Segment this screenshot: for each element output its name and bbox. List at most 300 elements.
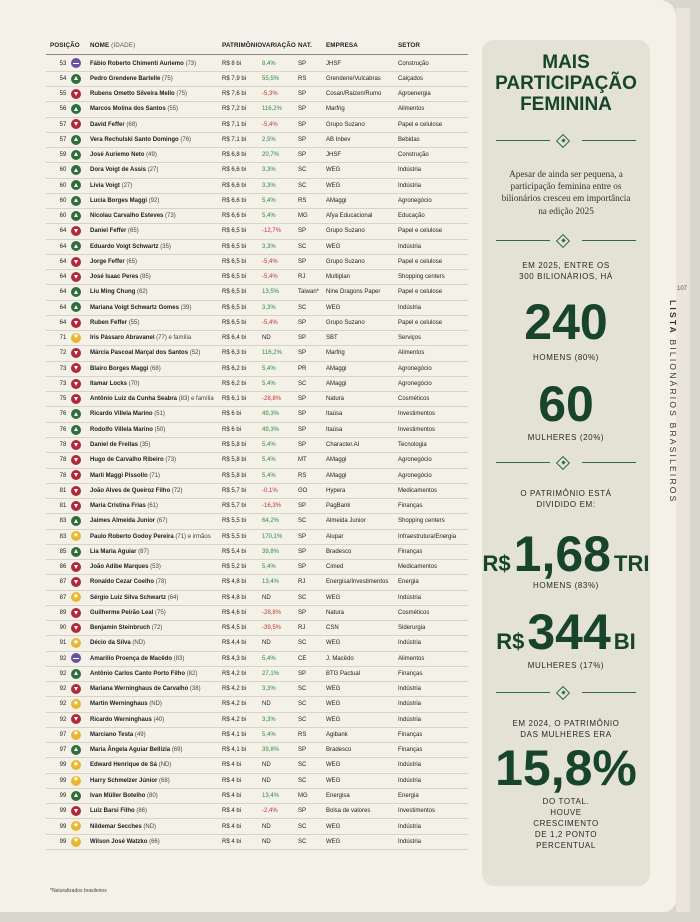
rank-up-icon [71,241,81,251]
rank-up-icon [71,547,81,557]
table-row [46,590,468,606]
rank-down-icon [71,318,81,328]
name-cell [90,410,165,418]
ornament-divider [496,458,636,466]
nat-cell: SP [298,564,307,571]
empresa-cell: AMaggi [326,380,347,387]
name-cell [90,823,156,831]
table-row [46,635,468,651]
setor-cell: Energia [398,792,419,799]
variacao-cell: ND [262,762,271,769]
variacao-cell: -28,8% [262,396,282,403]
age-text: (92) [148,197,160,204]
setor-cell: Indústria [398,304,422,311]
empresa-cell: Natura [326,609,345,616]
setor-cell: Medicamentos [398,564,438,571]
patrimonio-cell: R$ 4,4 bi [222,640,247,647]
header-setor: SETOR [398,42,421,49]
section-label: LISTA BILIONÁRIOS BRASILEIROS [668,300,678,504]
name-cell [90,304,191,312]
table-row [46,544,468,560]
age-text: (52) [189,350,201,357]
rank-up-icon [71,425,81,435]
rank-down-icon [71,501,81,511]
table-row [46,452,468,468]
nat-cell: RS [298,75,307,82]
name-cell [90,456,176,464]
men-label: HOMENS (80%) [533,353,599,362]
setor-cell: Cosméticos [398,609,430,616]
patrimonio-cell: R$ 5,2 bi [222,564,247,571]
age-text: (68) [159,777,170,784]
header-nat: NAT. [298,42,312,49]
rank-new-icon [71,531,81,541]
setor-cell: Papel e celulose [398,289,443,296]
rank-down-icon [71,272,81,282]
nat-cell: MT [298,457,307,464]
nat-cell: SC [298,762,307,769]
variacao-cell: 5,4% [262,564,276,571]
variacao-cell: 27,1% [262,670,280,677]
setor-cell: Siderurgia [398,625,426,632]
name-cell [90,258,137,266]
setor-cell: Alimentos [398,106,425,113]
header-name: NOME (IDADE) [90,42,136,49]
age-text: (76) [180,136,192,143]
position-cell: 97 [59,747,67,754]
page-number: 107 [677,286,688,292]
rank-up-icon [71,135,81,145]
empresa-cell: Itaúsa [326,426,343,433]
name-cell [90,685,201,693]
name-text: Lia Maria Aguiar [90,548,137,555]
name-cell [90,700,162,708]
rank-new-icon [71,821,81,831]
variacao-cell: ND [262,701,271,708]
table-row [46,574,468,590]
patrimonio-cell: R$ 4,1 bi [222,731,247,738]
setor-cell: Indústria [398,777,422,784]
position-cell: 92 [59,686,67,693]
rank-up-icon [71,165,81,175]
variacao-cell: 3,3% [262,167,276,174]
variacao-cell: ND [262,640,271,647]
name-cell [90,655,184,663]
nat-cell: SC [298,701,307,708]
patrimonio-cell: R$ 6,6 bi [222,197,247,204]
name-cell [90,75,173,83]
rank-down-icon [71,455,81,465]
name-cell [90,533,211,541]
rank-down-icon [71,394,81,404]
name-cell [90,105,178,113]
patrimonio-cell: R$ 6,2 bi [222,380,247,387]
women-label: MULHERES (20%) [527,433,605,442]
patrimonio-cell: R$ 6,5 bi [222,258,247,265]
empresa-cell: Cimed [326,564,344,571]
patrimonio-cell: R$ 6,5 bi [222,243,247,250]
patrimonio-cell: R$ 5,8 bi [222,442,247,448]
setor-cell: Papel e celulose [398,228,443,235]
empresa-cell: Bradesco [326,747,352,754]
name-text: Rubens Ometto Silveira Mello [90,91,175,98]
footnote: *Naturalizados brasileiros [50,888,107,894]
position-cell: 73 [59,365,67,372]
age-text: (61) [147,503,159,510]
nat-cell: SC [298,167,307,174]
table-row [46,86,468,102]
variacao-cell: 39,8% [262,747,280,754]
name-cell [90,395,214,403]
setor-cell: Indústria [398,686,422,693]
empresa-cell: CSN [326,625,339,632]
setor-cell: Infraestrutura/Energia [398,533,457,540]
table-row [46,269,468,285]
setor-cell: Alimentos [398,655,425,662]
patrimonio-cell: R$ 4,2 bi [222,670,247,677]
variacao-cell: 13,4% [262,792,280,799]
caption-2025: EM 2025, ENTRE OS 300 BILIONÁRIOS, HÁ [519,261,613,281]
table-row [46,651,468,667]
variacao-cell: ND [262,777,271,784]
nat-cell: SP [298,503,307,510]
nat-cell: SP [298,335,307,342]
rank-up-icon [71,150,81,160]
rank-same-icon [71,653,81,663]
name-text: João Alves de Queiroz Filho [90,487,171,494]
nat-cell: SC [298,716,307,723]
age-text: (80) [147,792,158,799]
rank-down-icon [71,684,81,694]
name-cell [90,472,160,480]
age-text: (50) [154,426,166,433]
position-cell: 81 [59,503,67,510]
name-cell [90,670,197,678]
table-row [46,727,468,743]
position-cell: 64 [59,274,67,281]
rank-up-icon [71,287,81,297]
variacao-cell: 49,3% [262,411,280,418]
name-text: Ricardo Villela Marino [90,411,153,418]
name-text: Jaimes Almeida Junior [90,518,156,525]
setor-cell: Indústria [398,167,422,174]
position-cell: 60 [59,213,67,220]
position-cell: 78 [59,472,67,479]
table-row [46,56,468,72]
rank-new-icon [71,592,81,602]
table-row [46,819,468,835]
setor-cell: Serviços [398,335,422,342]
patrimonio-cell: R$ 5,8 bi [222,457,247,464]
rank-new-icon [71,837,81,847]
nat-cell: SP [298,136,307,143]
name-text: Amarilio Proença de Macêdo [90,655,173,662]
patrimonio-cell: R$ 4,8 bi [222,594,247,601]
position-cell: 97 [59,731,67,738]
setor-cell: Educação [398,213,425,220]
table-row [46,391,468,407]
empresa-cell: Afya Educacional [326,213,373,220]
name-cell [90,578,166,586]
table-row [46,193,468,209]
nat-cell: SP [298,609,307,616]
name-cell [90,212,176,220]
name-text: Rodolfo Villela Marino [90,426,153,433]
table-row [46,513,468,529]
variacao-cell: ND [262,823,271,830]
age-text: (69) [171,747,183,754]
table-row [46,559,468,575]
name-cell [90,136,191,144]
age-text: (66) [149,838,160,845]
table-row [46,483,468,499]
table-row [46,468,468,484]
empresa-cell: Character.AI [326,442,360,448]
empresa-cell: WEG [326,777,341,784]
empresa-cell: J. Macêdo [326,655,354,662]
rank-up-icon [71,104,81,114]
position-cell: 75 [59,396,67,403]
position-cell: 60 [59,197,67,204]
patrimonio-cell: R$ 4 bi [222,777,242,784]
variacao-cell: 55,5% [262,75,280,82]
nat-cell: SC [298,182,307,189]
age-text: (ND) [143,823,157,830]
patrimonio-cell: R$ 7,6 bi [222,91,247,98]
patrimonio-cell: R$ 5,7 bi [222,487,247,494]
nat-cell: RJ [298,625,306,632]
position-cell: 85 [59,548,67,555]
empresa-cell: Marfrig [326,106,345,113]
age-text: (70) [128,380,140,387]
empresa-cell: Itaúsa [326,411,343,418]
rank-down-icon [71,562,81,572]
rank-down-icon [71,348,81,358]
empresa-cell: Cosan/Raizen/Rumo [326,91,382,98]
name-cell [90,441,150,449]
empresa-cell: Bradesco [326,548,352,555]
patrimonio-cell: R$ 6,3 bi [222,350,247,357]
empresa-cell: WEG [326,304,341,311]
variacao-cell: 64,2% [262,518,280,525]
position-cell: 55 [59,91,67,98]
name-text: Maria Cristina Frias [90,503,146,510]
nat-cell: SC [298,823,307,830]
variacao-cell: -5,4% [262,121,278,128]
name-text: Ricardo Werninghaus [90,716,152,723]
position-cell: 91 [59,640,67,647]
patrimonio-cell: R$ 6,5 bi [222,304,247,311]
rank-new-icon [71,760,81,770]
name-text: Décio da Silva [90,640,131,647]
age-text: (27) [147,167,159,174]
name-text: Blairo Borges Maggi [90,365,149,372]
name-text: Wilson José Watzko [90,838,148,845]
setor-cell: Agronegócio [398,197,432,204]
empresa-cell: Agibank [326,731,348,738]
variacao-cell: -28,8% [262,609,282,616]
age-text: (27) [121,182,133,189]
patrimonio-cell: R$ 6,5 bi [222,274,247,281]
age-text: (49) [146,152,157,159]
variacao-cell: 3,3% [262,304,276,311]
nat-cell: SC [298,380,307,387]
age-text: (39) [180,304,192,311]
rank-new-icon [71,699,81,709]
nat-cell: SC [298,518,307,525]
name-text: Benjamin Steinbruch [90,625,151,632]
patrimonio-cell: R$ 7,1 bi [222,121,247,128]
age-text: (75) [162,75,173,82]
empresa-cell: Almeida Junior [326,518,366,525]
name-text: Sérgio Luiz Silva Schwartz [90,594,167,601]
name-cell [90,426,165,434]
nat-cell: SP [298,670,307,677]
patrimonio-cell: R$ 4,2 bi [222,686,247,693]
variacao-cell: ND [262,838,271,845]
setor-cell: Indústria [398,640,422,647]
name-cell [90,838,160,846]
name-text: Antônio Carlos Canto Porto Filho [90,670,185,677]
name-text: Vera Rechulski Santo Domingo [90,136,179,143]
age-text: (77) e família [156,335,192,342]
header-empresa: EMPRESA [326,42,358,49]
nat-cell: SP [298,533,307,540]
age-text: (83) [173,655,185,662]
table-row [46,178,468,194]
rank-up-icon [71,409,81,419]
age-text: (38) [189,686,201,693]
age-text: (73) [165,213,176,220]
patrimonio-cell: R$ 6 bi [222,411,242,418]
name-cell [90,639,145,647]
rank-up-icon [71,302,81,312]
name-cell [90,563,161,571]
variacao-cell: 3,3% [262,182,276,189]
table-row [46,666,468,682]
name-cell [90,792,158,800]
setor-cell: Finanças [398,747,423,754]
age-text: (87) [138,548,149,555]
name-cell [90,334,191,342]
ornament-divider [496,136,636,144]
name-text: Harry Schmelzer Júnior [90,777,158,784]
age-text: (86) [136,808,148,815]
position-cell: 87 [59,579,67,586]
position-cell: 78 [59,457,67,464]
name-cell [90,777,170,785]
name-cell [90,761,171,769]
empresa-cell: Natura [326,396,345,403]
empresa-cell: PagBank [326,503,351,510]
position-cell: 72 [59,350,67,357]
setor-cell: Investimentos [398,808,436,815]
empresa-cell: AMaggi [326,365,347,372]
patrimonio-cell: R$ 4 bi [222,838,242,845]
name-text: Luiz Barsi Filho [90,808,135,815]
empresa-cell: WEG [326,823,341,830]
patrimonio-cell: R$ 6,5 bi [222,289,247,296]
position-cell: 71 [59,335,67,342]
name-text: Paulo Roberto Godoy Pereira [90,533,174,540]
empresa-cell: AMaggi [326,197,347,204]
name-text: Ronaldo Cezar Coelho [90,579,155,586]
age-text: (68) [150,365,161,372]
patrimonio-cell: R$ 5,8 bi [222,472,247,479]
patrimonio-cell: R$ 6,1 bi [222,396,247,403]
name-text: Fábio Roberto Chimenti Auriemo [90,60,184,67]
table-row [46,834,468,850]
position-cell: 64 [59,319,67,326]
men-wealth-label: HOMENS (83%) [533,581,599,590]
name-text: Jorge Feffer [90,258,125,265]
nat-cell: MG [298,213,308,220]
position-cell: 92 [59,701,67,708]
empresa-cell: WEG [326,686,341,693]
caption-growth: DO TOTAL. HOUVE CRESCIMENTO DE 1,2 PONTO PERCENTUAL [533,797,599,850]
rank-down-icon [71,470,81,480]
name-text: Ivan Müller Botelho [90,792,146,799]
variacao-cell: -2,4% [262,808,278,815]
name-cell [90,365,161,373]
name-text: Livia Voigt [90,182,120,189]
rank-down-icon [71,608,81,618]
name-text: João Adibe Marques [90,564,149,571]
age-text: (ND) [132,640,146,647]
name-text: Iris Pássaro Abravanel [90,335,155,342]
position-cell: 99 [59,762,67,769]
position-cell: 60 [59,182,67,189]
rank-new-icon [71,776,81,786]
name-cell [90,349,200,357]
name-cell [90,517,167,525]
name-text: Nildemar Secches [90,823,142,830]
name-text: Marciano Testa [90,731,134,738]
name-text: Guilherme Peirão Leal [90,609,154,616]
variacao-cell: -39,5% [262,625,282,632]
variacao-cell: 2,5% [262,136,276,143]
table-row [46,620,468,636]
position-cell: 76 [59,426,67,433]
table-row [46,757,468,773]
rank-up-icon [71,516,81,526]
patrimonio-cell: R$ 8 bi [222,60,242,67]
position-cell: 59 [59,152,67,159]
position-cell: 78 [59,442,67,448]
table-row [46,254,468,270]
variacao-cell: 3,3% [262,686,276,693]
nat-cell: SC [298,640,307,647]
rank-down-icon [71,89,81,99]
empresa-cell: Grupo Suzano [326,121,365,128]
rank-up-icon [71,74,81,84]
variacao-cell: 116,2% [262,106,282,113]
name-cell [90,609,166,617]
name-cell [90,151,157,159]
setor-cell: Papel e celulose [398,258,443,265]
rank-down-icon [71,806,81,816]
setor-cell: Investimentos [398,411,436,418]
table-row [46,71,468,87]
age-text: (ND) [149,701,162,708]
rank-up-icon [71,211,81,221]
age-text: (75) [176,91,188,98]
patrimonio-cell: R$ 4 bi [222,808,242,815]
setor-cell: Indústria [398,823,422,830]
position-cell: 57 [59,136,67,143]
patrimonio-cell: R$ 6,6 bi [222,182,247,189]
table-row [46,239,468,255]
